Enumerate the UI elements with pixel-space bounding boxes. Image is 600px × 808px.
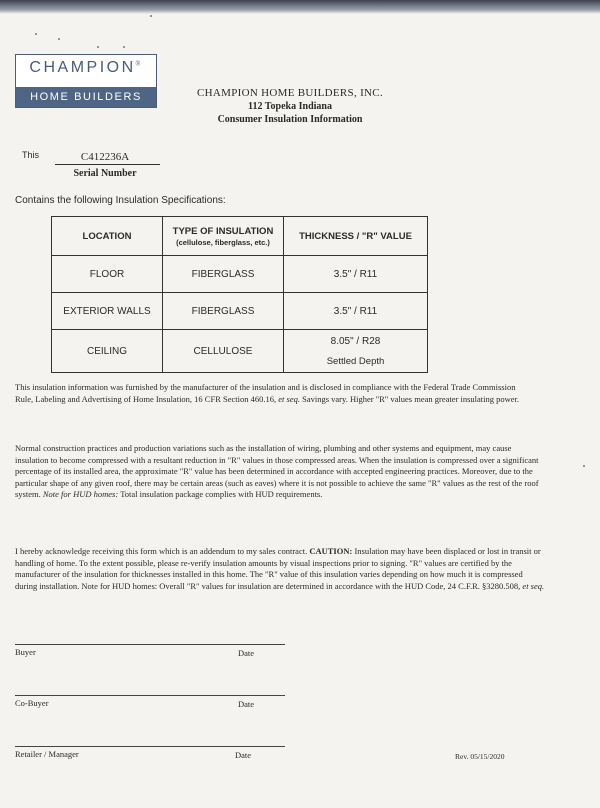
header-type-label: TYPE OF INSULATION [172,225,274,237]
company-address: 112 Topeka Indiana [248,101,332,112]
row-location: EXTERIOR WALLS [52,293,163,330]
row-thickness-cell [284,330,428,373]
logo-band: HOME BUILDERS [16,87,156,107]
company-name: CHAMPION HOME BUILDERS, INC. [197,87,383,99]
insulation-table [51,216,428,373]
buyer-signature-line[interactable] [15,644,285,645]
contains-text: Contains the following Insulation Specifications: [15,195,226,206]
row-type: CELLULOSE [163,330,284,373]
cobuyer-signature-line[interactable] [15,695,285,696]
row-location: CEILING [52,330,163,373]
serial-prefix: This [22,150,40,160]
para2-tail: Total insulation package complies with HUD requirements. [120,489,323,499]
row-type: FIBERGLASS [163,256,284,293]
champion-logo [15,54,157,108]
serial-number-value: C412236A [80,151,130,163]
table-row [52,293,428,330]
buyer-label: Buyer [15,647,36,657]
para3-text: I hereby acknowledge receiving this form which is an addendum to my sales contract. [15,546,308,556]
retailer-date-label: Date [235,750,252,760]
row-thickness: 8.05" / R28 [330,335,381,347]
header-type [163,217,284,256]
header-type-note: (cellulose, fiberglass, etc.) [176,237,270,247]
table-header-row [52,217,428,256]
para2-text: Normal construction practices and production variations such as the installation of wiring, plumbing and other systems and equipment, may cause insulation to become compressed with a resultant reduction in "R" values in those compressed areas. When the insulation is compressed over a significant percentage of its installed area, the approximate "R" value has been determined in accordance with accepted engineering practices. Moreover, due to the particular shape of any given roof, there may be certain areas (such as eaves) where it is not possible to achieve the same "R" values as the rest of the roof system. [15,443,539,499]
logo-registered-mark: ® [135,61,143,68]
cobuyer-date-label: Date [238,699,255,709]
header-location: LOCATION [52,217,163,256]
serial-number-label: Serial Number [73,168,137,179]
logo-brand [16,59,156,77]
acknowledgement-paragraph [15,546,545,592]
para1-italic: et seq. [278,393,300,404]
scan-edge [0,0,600,14]
para1-tail: Savings vary. Higher "R" values mean greater insulating power. [302,393,520,404]
retailer-signature-line[interactable] [15,746,285,747]
row-location: FLOOR [52,256,163,293]
company-header [180,87,400,126]
row-thickness: 3.5" / R11 [284,256,428,293]
document-subtitle: Consumer Insulation Information [217,114,363,125]
settled-depth-note: Settled Depth [326,355,385,367]
para3-italic: et seq. [522,580,545,591]
revision-date: Rev. 05/15/2020 [455,752,505,761]
header-thickness: THICKNESS / "R" VALUE [284,217,428,256]
para3-body: Insulation may have been displaced or lost in transit or handling of home. To the extent possible, please re-verify insulation amounts by visual inspections prior to signing. "R" values are certified by the manufacturer of the insulation for thicknesses installed in this home. The "R" value of this insulation varies depending on how much it is compressed during installation. Note for HUD homes: Overall "R" values for insulation are determined in accordance with the HUD Code, 24 C.F.R. §3280.508, [15,546,541,591]
buyer-date-label: Date [238,648,255,658]
row-thickness: 3.5" / R11 [284,293,428,330]
row-type: FIBERGLASS [163,293,284,330]
para2-italic: Note for HUD homes: [42,489,119,499]
table-row [52,330,428,373]
compression-paragraph [15,443,545,501]
ftc-disclosure-paragraph [15,382,531,405]
para1-text: This insulation information was furnished by the manufacturer of the insulation and is disclosed in compliance with the Federal Trade Commission Rule, Labeling and Advertising of Home Insulation, 16 CFR Section 460.16, [15,382,516,404]
caution-label: CAUTION: [309,546,353,556]
table-row [52,256,428,293]
logo-brand-text: CHAMPION [29,59,136,76]
cobuyer-label: Co-Buyer [15,698,49,708]
retailer-label: Retailer / Manager [15,749,79,759]
serial-underline [55,164,160,165]
